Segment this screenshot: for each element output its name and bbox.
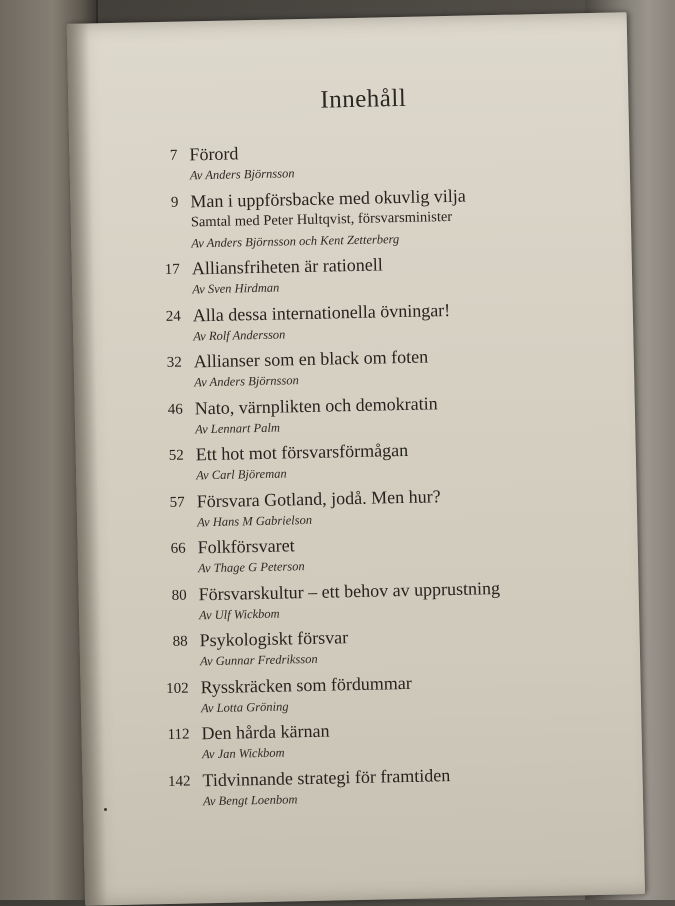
toc-entry (126, 250, 557, 301)
toc-entry (134, 668, 565, 719)
toc-entry (132, 575, 563, 626)
toc-page-number: 66 (170, 540, 186, 557)
toc-author: Av Ulf Wickbom (198, 606, 280, 622)
toc-page-number: 17 (164, 261, 181, 278)
toc-author: Av Thage G Peterson (197, 559, 305, 576)
toc-author: Av Gunnar Fredriksson (199, 651, 318, 669)
toc-author: Av Hans M Gabrielson (196, 512, 313, 529)
toc-title: Tidvinnande strategi för framtiden (202, 764, 451, 790)
toc-page-number: 88 (172, 633, 188, 650)
toc-page-number: 46 (167, 401, 183, 418)
toc-entry (136, 761, 567, 812)
toc-author: Av Anders Björnsson och Kent Zetterberg (191, 231, 400, 250)
toc-author: Av Anders Björnsson (189, 166, 295, 183)
toc-author: Av Jan Wickbom (201, 745, 285, 762)
toc-author: Av Sven Hirdman (192, 280, 280, 297)
page-speck (104, 808, 107, 811)
toc-title: Förord (189, 143, 239, 165)
toc-author: Av Lennart Palm (195, 420, 281, 436)
toc-title: Alliansfriheten är rationell (191, 254, 383, 279)
toc-title: Ett hot mot försvarsförmågan (195, 439, 409, 465)
toc-page-number: 24 (165, 308, 181, 325)
toc-author: Av Anders Björnsson (194, 373, 299, 390)
book-page (67, 12, 645, 906)
toc-entry (135, 715, 566, 766)
toc-page-number: 9 (170, 194, 179, 211)
toc-title: Alla dessa internationella övningar! (192, 299, 451, 325)
toc-page-number: 52 (168, 447, 184, 464)
toc-entry (129, 389, 560, 440)
toc-page-number: 7 (169, 147, 178, 164)
toc-title: Den hårda kärnan (201, 720, 330, 744)
page-title: Innehåll (320, 84, 407, 114)
toc-title: Nato, värnplikten och demokratin (194, 392, 438, 418)
toc-entry (133, 622, 564, 673)
toc-title: Allianser som en black om foten (193, 346, 429, 372)
toc-title: Folkförsvaret (197, 535, 295, 558)
toc-entry (129, 436, 560, 487)
toc-author: Av Lotta Gröning (200, 698, 289, 715)
toc-entry (130, 482, 561, 533)
toc-author: Av Rolf Andersson (193, 326, 286, 343)
toc-entry (124, 182, 555, 254)
toc-page-number: 142 (167, 773, 191, 790)
toc-page-number: 80 (171, 587, 187, 604)
toc-entry (131, 529, 562, 580)
toc-page-number: 112 (167, 726, 190, 743)
toc-title: Rysskräcken som fördummar (200, 672, 412, 697)
toc-subtitle: Samtal med Peter Hultqvist, försvarsminister (190, 208, 453, 230)
toc-page-number: 32 (166, 354, 182, 371)
toc-author: Av Carl Björeman (196, 466, 287, 483)
toc-title: Psykologiskt försvar (199, 627, 349, 651)
toc-title: Man i uppförsbacke med okuvlig vilja (190, 185, 467, 211)
toc-author: Av Bengt Loenbom (202, 791, 298, 808)
toc-title: Försvara Gotland, jodå. Men hur? (196, 485, 441, 511)
table-of-contents (123, 136, 567, 812)
toc-page-number: 57 (169, 494, 185, 511)
toc-page-number: 102 (165, 680, 189, 697)
toc-title: Försvarskultur – ett behov av upprustning (198, 577, 501, 604)
toc-entry (127, 296, 558, 347)
